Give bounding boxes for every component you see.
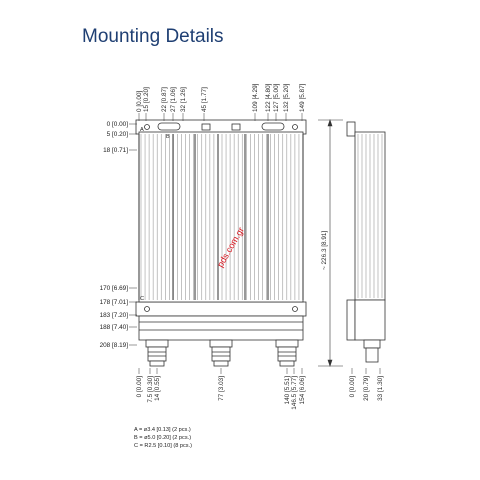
- bottom-dim-label: 77 [3.03]: [218, 376, 225, 401]
- left-dim-label: 178 [7.01]: [99, 299, 128, 306]
- round-hole: [145, 125, 150, 130]
- left-dim-label: 0 [0.00]: [106, 121, 128, 128]
- connector-strip: [139, 316, 303, 340]
- notch: [202, 124, 210, 130]
- notch: [232, 124, 240, 130]
- left-dim-label: 5 [0.20]: [106, 131, 128, 138]
- top-dim-label: 45 [1.77]: [201, 87, 208, 112]
- round-hole: [293, 125, 298, 130]
- top-dim-label: 132 [5.20]: [283, 83, 290, 112]
- round-hole: [145, 307, 150, 312]
- legend-line: B = ø5.0 [0.20] (2 pcs.): [134, 435, 192, 441]
- page-title: Mounting Details: [82, 26, 224, 47]
- top-dim-label: 0 [0.00]: [136, 90, 143, 112]
- side-top-bracket: [347, 122, 355, 136]
- slot-hole: [158, 123, 180, 130]
- legend: [134, 427, 192, 449]
- marker-b: B: [166, 134, 170, 140]
- watermark: pds.com.gr: [215, 225, 246, 269]
- left-dim-label: 170 [6.69]: [99, 285, 128, 292]
- side-connector-nut: [366, 348, 378, 362]
- legend-line: C = R2.5 [0.10] (8 pcs.): [134, 443, 192, 449]
- top-dim-label: 122 [4.80]: [265, 83, 272, 112]
- connectors: [146, 340, 298, 366]
- legend-line: A = ø3.4 [0.13] (2 pcs.): [134, 427, 191, 433]
- bottom-dim-label: 146.5 [5.77]: [291, 376, 298, 410]
- side-base: [355, 300, 385, 340]
- left-dim-label: 18 [0.71]: [103, 147, 128, 154]
- top-dim-label: 127 [5.00]: [273, 83, 280, 112]
- bottom-dim-label: 140 [5.51]: [284, 376, 291, 405]
- side-dim-label: 20 [0.79]: [363, 376, 370, 401]
- top-dim-label: 22 [0.87]: [161, 87, 168, 112]
- connector-left: [146, 340, 168, 366]
- side-dim-label: 33 [1.30]: [377, 376, 384, 401]
- top-dim-label: 109 [4.29]: [252, 83, 259, 112]
- bottom-dim-label: 14 [0.55]: [154, 376, 161, 401]
- connector-right: [276, 340, 298, 366]
- side-connector: [364, 340, 380, 348]
- bottom-flange: [136, 302, 306, 316]
- marker-a: A: [140, 127, 144, 133]
- top-dim-label: 149 [5.87]: [299, 83, 306, 112]
- heatsink-body: [139, 132, 303, 302]
- side-dim-label: 0 [0.00]: [349, 376, 356, 398]
- side-bottom-bracket: [347, 300, 355, 340]
- left-dim-label: 183 [7.20]: [99, 312, 128, 319]
- top-dim-label: 32 [1.26]: [180, 87, 187, 112]
- bottom-dim-label: 154 [6.06]: [299, 376, 306, 405]
- connector-center: [210, 340, 232, 366]
- bottom-dim-label: 7.5 [0.30]: [147, 376, 154, 403]
- round-hole: [293, 307, 298, 312]
- marker-c: C: [140, 296, 145, 302]
- top-dim-label: 15 [0.20]: [143, 87, 150, 112]
- bottom-dim-label: 0 [0.00]: [136, 376, 143, 398]
- top-dim-label: 27 [1.06]: [170, 87, 177, 112]
- height-dim-label: ~ 226.3 [8.91]: [321, 230, 328, 270]
- slot-hole: [262, 123, 284, 130]
- left-dim-label: 188 [7.40]: [99, 324, 128, 331]
- left-dim-label: 208 [8.19]: [99, 342, 128, 349]
